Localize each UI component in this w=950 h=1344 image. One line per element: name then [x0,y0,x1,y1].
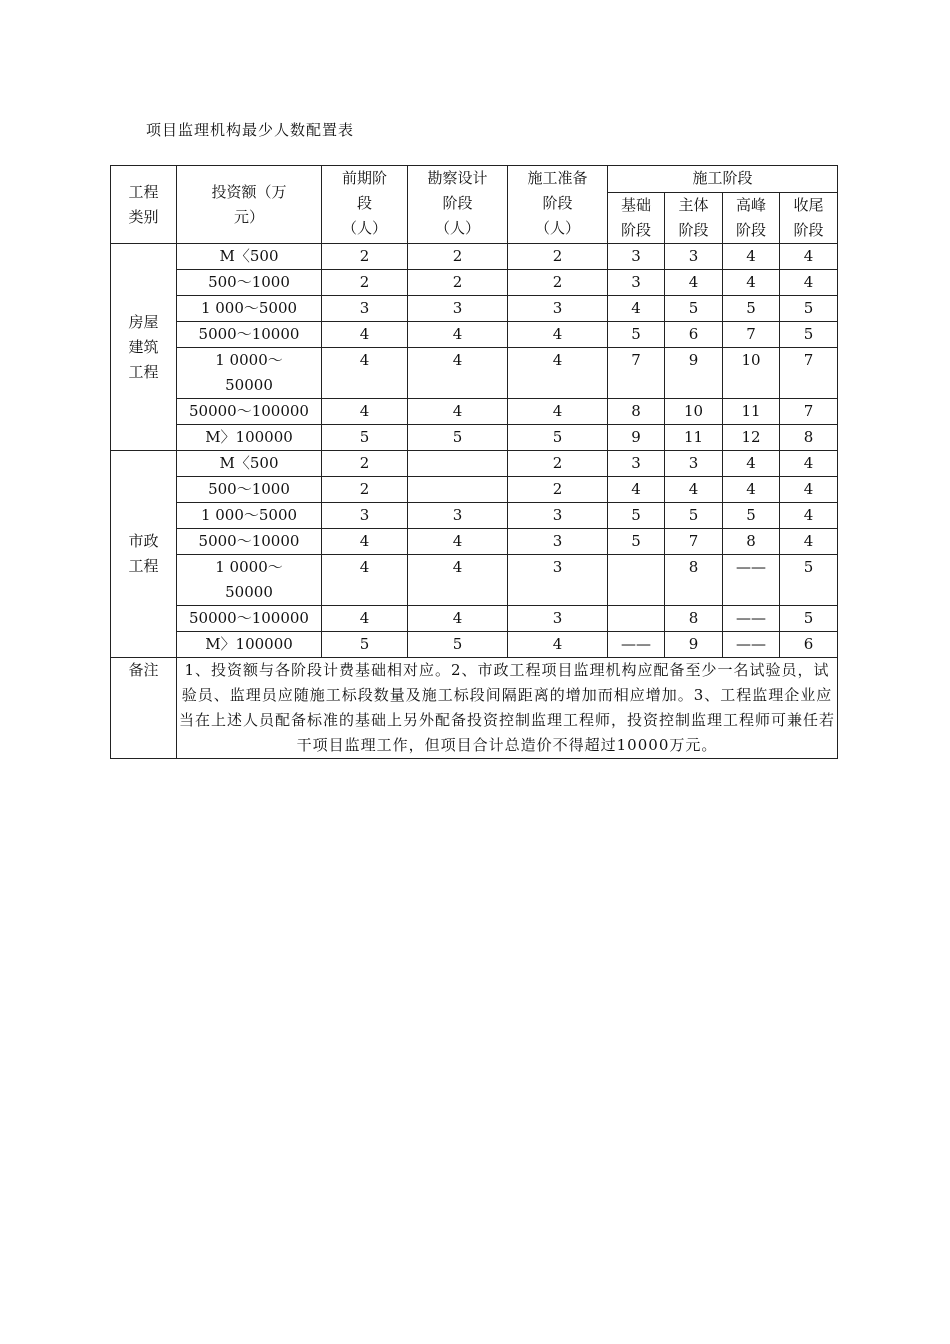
value-cell [408,348,508,399]
cell-text: 投资额（万 [211,182,287,201]
cell-text: 2 [452,273,463,291]
value-cell [723,529,780,555]
value-cell [665,606,723,632]
cell-text: 3 [552,609,563,627]
cell-text: 4 [631,299,641,317]
table-row [111,270,838,296]
table-row [111,451,838,477]
cell-text: 9 [688,635,699,653]
cell-text: 500～1000 [208,480,290,498]
cell-text: 1 000～5000 [200,299,298,317]
staffing-table [110,165,838,759]
value-cell [608,606,665,632]
value-cell [322,399,408,425]
value-cell [408,477,508,503]
value-cell [408,632,508,658]
cell-text: 勘察设计 [427,169,488,187]
value-cell [322,348,408,399]
cell-text: 阶段 [793,221,824,239]
cell-text: 高峰 [735,196,766,214]
cell-text: 4 [452,351,463,369]
cell-text: 工程 [128,362,159,381]
value-cell [322,270,408,296]
value-cell [408,244,508,270]
value-cell [780,451,838,477]
table-row [111,244,838,270]
cell-text: 4 [452,609,463,627]
value-cell [723,399,780,425]
value-cell [322,555,408,606]
cell-text: （人） [534,219,580,237]
cell-text: 11 [683,428,704,446]
cell-text: （人） [341,219,387,237]
cell-text: 3 [688,247,699,265]
cell-text: M〈500 [219,454,279,472]
value-cell [408,296,508,322]
cell-text: 施工阶段 [692,169,753,187]
header-early-stage [322,166,408,244]
value-cell [608,296,665,322]
cell-text: 4 [552,325,563,343]
value-cell [322,322,408,348]
value-cell [780,244,838,270]
value-cell [665,322,723,348]
cell-text: 5 [803,558,814,576]
investment-cell [177,425,322,451]
cell-text: 4 [746,480,756,498]
cell-text: —— [736,609,766,627]
value-cell [723,322,780,348]
value-cell [665,555,723,606]
table-row [111,606,838,632]
cell-text: 5 [746,299,756,317]
cell-text: 主体 [678,196,709,214]
value-cell [608,348,665,399]
value-cell [723,606,780,632]
investment-cell [177,270,322,296]
cell-text: 1 0000～ [215,558,283,576]
value-cell [508,529,608,555]
cell-text: 5 [359,428,370,446]
cell-text: 1 000～5000 [200,506,298,524]
value-cell [723,244,780,270]
cell-text: 阶段 [735,221,766,239]
investment-cell [177,606,322,632]
cell-text: 1 0000～ [215,351,283,369]
cell-text: 4 [803,506,814,524]
value-cell [608,477,665,503]
investment-cell [177,451,322,477]
cell-text: 4 [803,532,814,550]
value-cell [408,606,508,632]
cell-text: 4 [688,273,699,291]
table-row [111,503,838,529]
cell-text: 阶段 [678,221,709,239]
cell-text: 50000 [225,376,273,394]
cell-text: 8 [631,402,641,420]
table-row [111,529,838,555]
header-category [111,166,177,244]
value-cell [665,270,723,296]
investment-cell [177,503,322,529]
value-cell [608,503,665,529]
cell-text: 工程 [128,557,159,575]
value-cell [408,270,508,296]
cell-text: 7 [803,351,814,369]
header-row [111,166,838,193]
cell-text: 8 [746,532,756,550]
cell-text: 阶段 [542,194,573,212]
cell-text: 4 [359,351,370,369]
cell-text: 6 [688,325,699,343]
value-cell [608,244,665,270]
cell-text: 2 [552,454,563,472]
header-sub-stage [723,193,780,244]
table-row [111,632,838,658]
cell-text: 3 [552,532,563,550]
cell-text: 3 [631,273,641,291]
cell-text: 5 [452,635,463,653]
cell-text: 段 [356,194,372,212]
cell-text: 5 [452,428,463,446]
cell-text: 类别 [128,207,159,226]
value-cell [723,270,780,296]
cell-text: 2 [359,454,370,472]
value-cell [780,555,838,606]
note-row [111,658,838,759]
value-cell [723,296,780,322]
value-cell [322,606,408,632]
value-cell [508,632,608,658]
value-cell [780,270,838,296]
cell-text: 5000～10000 [198,532,300,550]
category-cell [111,244,177,451]
cell-text: 2 [452,247,463,265]
cell-text: 10 [741,351,761,369]
cell-text: 2 [359,273,370,291]
cell-text: 5 [631,506,641,524]
cell-text: M〉100000 [205,635,293,653]
cell-text: 3 [452,506,463,524]
value-cell [608,451,665,477]
cell-text: 50000～100000 [189,609,309,627]
cell-text: 50000 [225,583,273,601]
value-cell [322,503,408,529]
cell-text: 4 [452,532,463,550]
cell-text: 2 [359,247,370,265]
value-cell [408,555,508,606]
value-cell [665,425,723,451]
value-cell [408,503,508,529]
value-cell [322,529,408,555]
cell-text: M〉100000 [205,428,293,446]
cell-text: 3 [552,299,563,317]
cell-text: 4 [552,402,563,420]
category-cell [111,451,177,658]
cell-text: 阶段 [442,194,473,212]
cell-text: 9 [688,351,699,369]
cell-text: 4 [452,558,463,576]
cell-text: 建筑 [128,337,159,356]
value-cell [408,322,508,348]
table-row [111,296,838,322]
value-cell [780,632,838,658]
cell-text: （人） [434,219,480,237]
value-cell [322,296,408,322]
value-cell [665,477,723,503]
investment-cell [177,348,322,399]
cell-text: 前期阶 [341,169,387,187]
cell-text: 5 [746,506,756,524]
value-cell [322,451,408,477]
value-cell [322,477,408,503]
value-cell [665,244,723,270]
value-cell [608,322,665,348]
header-sub-stage [665,193,723,244]
cell-text: 3 [552,506,563,524]
value-cell [723,555,780,606]
cell-text: 3 [631,247,641,265]
cell-text: 4 [803,247,814,265]
value-cell [508,477,608,503]
cell-text: 5 [803,325,814,343]
cell-text: 2 [552,247,563,265]
value-cell [723,451,780,477]
cell-text: 4 [359,609,370,627]
cell-text: 工程 [128,182,159,201]
value-cell [723,503,780,529]
cell-text: 4 [552,635,563,653]
value-cell [780,348,838,399]
cell-text: 收尾 [793,196,824,214]
value-cell [408,425,508,451]
cell-text: M〈500 [219,247,279,265]
cell-text: 8 [803,428,814,446]
value-cell [508,451,608,477]
cell-text: 元） [233,207,264,226]
cell-text: 3 [552,558,563,576]
cell-text: 4 [452,402,463,420]
cell-text: 3 [359,299,370,317]
cell-text: 6 [803,635,814,653]
table-row [111,555,838,606]
cell-text: 10 [683,402,704,420]
cell-text: 5 [552,428,563,446]
cell-text: 4 [803,273,814,291]
value-cell [780,322,838,348]
cell-text: 3 [359,506,370,524]
cell-text: 基础 [620,196,651,214]
value-cell [665,632,723,658]
cell-text: 7 [803,402,814,420]
value-cell [665,296,723,322]
cell-text: 5 [688,299,699,317]
value-cell [508,399,608,425]
value-cell [608,425,665,451]
value-cell [780,606,838,632]
cell-text: 5 [803,609,814,627]
cell-text: 4 [746,273,756,291]
value-cell [322,425,408,451]
investment-cell [177,529,322,555]
value-cell [608,529,665,555]
cell-text: —— [736,635,766,653]
cell-text: 4 [803,480,814,498]
investment-cell [177,296,322,322]
cell-text: 4 [359,558,370,576]
table-row [111,399,838,425]
header-sub-stage [780,193,838,244]
cell-text: 3 [452,299,463,317]
table-row [111,477,838,503]
cell-text: 5 [359,635,370,653]
cell-text: 8 [688,558,699,576]
cell-text: 4 [359,325,370,343]
cell-text: 4 [631,480,641,498]
value-cell [723,425,780,451]
value-cell [665,529,723,555]
investment-cell [177,477,322,503]
cell-text: 9 [631,428,641,446]
cell-text: 8 [688,609,699,627]
header-survey-design [408,166,508,244]
cell-text: 5 [631,532,641,550]
value-cell [780,399,838,425]
value-cell [508,322,608,348]
value-cell [508,503,608,529]
cell-text: 2 [552,480,563,498]
header-construction-stage [608,166,838,193]
value-cell [508,555,608,606]
cell-text: 施工准备 [527,169,588,187]
value-cell [665,399,723,425]
cell-text: 4 [552,351,563,369]
value-cell [780,477,838,503]
value-cell [408,399,508,425]
value-cell [780,529,838,555]
cell-text: 2 [359,480,370,498]
value-cell [508,425,608,451]
note-text: 1、投资额与各阶段计费基础相对应。2、市政工程项目监理机构应配备至少一名试验员，试验员、监理员应随施工标段数量及施工标段间隔距离的增加而相应增加。3、工程监理企业应当在上述人员配备标准的基础上另外配备投资控制监理工程师，投资控制监理工程师可兼任若干项目监理工作，但项目合计总造价不得超过10000万元。 [177,658,838,759]
cell-text: 7 [746,325,756,343]
cell-text: 阶段 [620,221,651,239]
cell-text: 500～1000 [208,273,290,291]
cell-text: 5 [803,299,814,317]
table-row [111,322,838,348]
cell-text: 4 [803,454,814,472]
value-cell [780,503,838,529]
value-cell [723,632,780,658]
cell-text: 3 [688,454,699,472]
cell-text: 4 [452,325,463,343]
cell-text: 5 [631,325,641,343]
value-cell [508,270,608,296]
investment-cell [177,555,322,606]
value-cell [408,451,508,477]
value-cell [665,503,723,529]
value-cell [322,632,408,658]
investment-cell [177,632,322,658]
investment-cell [177,399,322,425]
cell-text: 市政 [128,532,159,550]
cell-text: 4 [359,532,370,550]
table-row [111,348,838,399]
value-cell [508,348,608,399]
cell-text: 5 [688,506,699,524]
cell-text: 2 [552,273,563,291]
header-construction-prep [508,166,608,244]
investment-cell [177,244,322,270]
cell-text: 3 [631,454,641,472]
value-cell [608,399,665,425]
cell-text: 7 [688,532,699,550]
cell-text: 5000～10000 [198,325,300,343]
cell-text: 11 [741,402,761,420]
value-cell [780,425,838,451]
cell-text: —— [621,635,651,653]
cell-text: —— [736,558,766,576]
value-cell [322,244,408,270]
header-investment [177,166,322,244]
cell-text: 房屋 [128,312,159,331]
cell-text: 7 [631,351,641,369]
cell-text: 4 [746,247,756,265]
value-cell [665,348,723,399]
value-cell [508,296,608,322]
table-title: 项目监理机构最少人数配置表 [146,121,355,139]
cell-text: 50000～100000 [189,402,309,420]
value-cell [780,296,838,322]
value-cell [508,244,608,270]
value-cell [608,555,665,606]
value-cell [665,451,723,477]
header-sub-stage [608,193,665,244]
value-cell [608,270,665,296]
value-cell [508,606,608,632]
cell-text: 4 [359,402,370,420]
table-row [111,425,838,451]
cell-text: 12 [741,428,761,446]
cell-text: 4 [688,480,699,498]
value-cell [408,529,508,555]
cell-text: 备注 [128,661,159,679]
value-cell [723,348,780,399]
value-cell [608,632,665,658]
investment-cell [177,322,322,348]
cell-text: 4 [746,454,756,472]
value-cell [723,477,780,503]
note-label [111,658,177,759]
